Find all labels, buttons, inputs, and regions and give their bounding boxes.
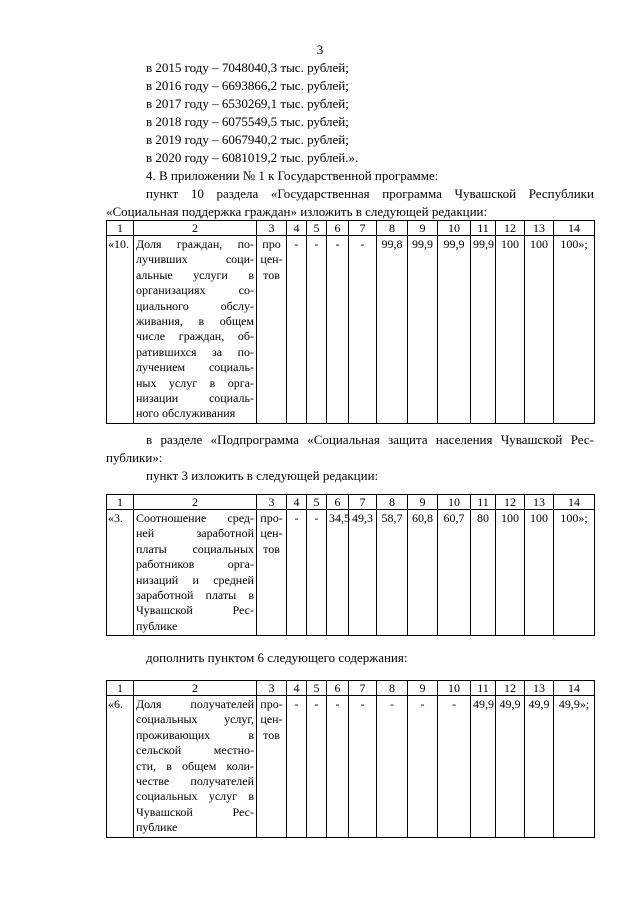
column-number: 3 (257, 221, 287, 236)
word: средней (213, 572, 254, 587)
word: Доля (136, 237, 162, 251)
funding-line: в 2017 году – 6530269,1 тыс. рублей; (146, 96, 349, 111)
word: орга- (227, 557, 254, 572)
value-cell: - (349, 696, 377, 838)
funding-line: в 2015 году – 7048040,3 тыс. рублей; (146, 60, 349, 75)
value-cell: 60,8 (408, 510, 438, 636)
word: лучивших (136, 252, 188, 267)
column-number: 1 (107, 681, 134, 696)
word: социаль- (208, 360, 254, 375)
indicator-description (134, 510, 257, 636)
funding-line: в 2018 году – 6075549,5 тыс. рублей; (146, 114, 349, 129)
item-number: «6. (107, 696, 134, 838)
table-header-row (107, 681, 595, 696)
unit-cell (257, 510, 287, 636)
word: по- (237, 344, 254, 359)
indicator-table-2 (106, 494, 595, 636)
paragraph-3: дополнить пунктом 6 следующего содержания: (146, 650, 408, 665)
value-cell: 49,3 (349, 510, 377, 636)
indicator-description (134, 696, 257, 838)
word: циального (136, 298, 189, 313)
column-number: 13 (525, 681, 554, 696)
word: 10 (190, 186, 204, 201)
value-cell: 100 (496, 236, 525, 424)
value-cell: 100 (525, 236, 554, 424)
word: услуг (168, 375, 198, 390)
column-number: 12 (496, 221, 525, 236)
value-cell: 34,5 (327, 510, 349, 636)
value-cell: - (377, 696, 408, 838)
word: Чувашской (454, 186, 517, 201)
word: услуг (208, 789, 238, 804)
column-number: 6 (327, 495, 349, 510)
table-row (107, 236, 595, 424)
word: организациях (136, 283, 206, 298)
word: в (248, 588, 254, 603)
funding-line: в 2019 году – 6067940,2 тыс. рублей; (146, 132, 349, 147)
word: и (192, 572, 199, 587)
word: по- (237, 237, 254, 251)
column-number: 5 (307, 221, 327, 236)
value-cell: - (327, 696, 349, 838)
column-number: 4 (287, 681, 307, 696)
column-number: 12 (496, 495, 525, 510)
word: орга- (227, 375, 254, 390)
unit-line: цен- (260, 252, 283, 267)
value-cell: 49,9»; (554, 696, 595, 838)
column-number: 14 (554, 681, 595, 696)
word: Рес- (570, 432, 594, 447)
column-number: 8 (377, 681, 408, 696)
page-number: 3 (316, 42, 324, 57)
value-cell: 100 (496, 510, 525, 636)
word: платы (205, 588, 237, 603)
unit-line: про- (260, 511, 283, 525)
value-cell: - (307, 236, 327, 424)
word: обслу- (220, 298, 254, 313)
word: коли- (226, 758, 254, 773)
value-cell: - (307, 510, 327, 636)
column-number: 9 (408, 495, 438, 510)
table-row (107, 696, 595, 838)
column-number: 3 (257, 681, 287, 696)
column-number: 4 (287, 221, 307, 236)
value-cell: 100»; (554, 510, 595, 636)
column-number: 8 (377, 221, 408, 236)
item-number: «10. (107, 236, 134, 424)
column-number: 2 (134, 495, 257, 510)
column-number: 2 (134, 221, 257, 236)
column-number: 3 (257, 495, 287, 510)
value-cell: 58,7 (377, 510, 408, 636)
unit-cell (257, 696, 287, 838)
value-cell: - (287, 236, 307, 424)
word: общем (182, 758, 217, 773)
word: заработной (196, 526, 254, 541)
word: «Государственная (270, 186, 370, 201)
word: за (212, 344, 223, 359)
word: платы (136, 541, 167, 556)
column-number: 7 (349, 221, 377, 236)
word: услуги (193, 267, 228, 282)
section-item-heading: 4. В приложении № 1 к Государственной программе: (146, 168, 439, 183)
value-cell: - (327, 236, 349, 424)
word: граждан, (176, 237, 223, 251)
column-number: 6 (327, 681, 349, 696)
word: ного обслуживания (136, 406, 236, 421)
column-number: 12 (496, 681, 525, 696)
word: в (166, 758, 172, 773)
unit-line: про (262, 237, 281, 251)
word: числе (136, 329, 166, 344)
word: социальных (136, 789, 198, 804)
word: социальных (136, 712, 198, 727)
word: Чувашской (500, 432, 563, 447)
word: «Подпрограмма (210, 432, 299, 447)
unit-line: цен- (260, 526, 283, 541)
word: Рес- (232, 603, 254, 618)
word: альные (136, 267, 173, 282)
paragraph-2-line-3: пункт 3 изложить в следующей редакции: (146, 468, 379, 483)
word: в (248, 267, 254, 282)
value-cell: 100 (525, 510, 554, 636)
word: соци- (225, 252, 254, 267)
word: программа (382, 186, 442, 201)
column-number: 10 (438, 681, 471, 696)
paragraph-2-line-1 (146, 432, 594, 448)
word: Чувашской (136, 804, 193, 819)
unit-line: тов (263, 267, 280, 282)
column-number: 11 (471, 681, 496, 696)
word: заработной (136, 588, 194, 603)
value-cell: 49,9 (525, 696, 554, 838)
unit-line: про- (260, 697, 283, 711)
word: со- (238, 283, 254, 298)
paragraph-1-line-1 (146, 186, 594, 202)
word: получателей (190, 774, 254, 789)
word: лучением (136, 360, 186, 375)
word: защита (388, 432, 428, 447)
value-cell: 60,7 (438, 510, 471, 636)
column-number: 1 (107, 495, 134, 510)
column-number: 1 (107, 221, 134, 236)
word: низаций (136, 572, 179, 587)
column-number: 9 (408, 221, 438, 236)
value-cell: - (408, 696, 438, 838)
value-cell: 99,9 (408, 236, 438, 424)
word: об- (237, 329, 254, 344)
word: в (248, 727, 254, 742)
funding-line: в 2020 году – 6081019,2 тыс. рублей.». (146, 150, 359, 165)
word: сти, (136, 758, 156, 773)
word: раздела (216, 186, 259, 201)
value-cell: - (438, 696, 471, 838)
word: публике (136, 820, 178, 835)
value-cell: 99,9 (471, 236, 496, 424)
word: услуг, (224, 712, 254, 727)
word: ных (136, 375, 157, 390)
word: социальных (192, 541, 254, 556)
value-cell: 80 (471, 510, 496, 636)
item-number: «3. (107, 510, 134, 636)
table-row (107, 510, 595, 636)
word: граждан, (178, 329, 225, 344)
column-number: 5 (307, 495, 327, 510)
column-number: 5 (307, 681, 327, 696)
word: ней (136, 526, 155, 541)
word: общем (219, 314, 254, 329)
column-number: 10 (438, 221, 471, 236)
unit-line: тов (263, 541, 280, 556)
funding-line: в 2016 году – 6693866,2 тыс. рублей; (146, 78, 349, 93)
column-number: 2 (134, 681, 257, 696)
value-cell: 100»; (554, 236, 595, 424)
column-number: 4 (287, 495, 307, 510)
word: пункт (146, 186, 179, 201)
value-cell: - (349, 236, 377, 424)
column-number: 11 (471, 221, 496, 236)
value-cell: 49,9 (496, 696, 525, 838)
value-cell: 99,9 (438, 236, 471, 424)
word: низации (136, 391, 179, 406)
word: публике (136, 618, 178, 633)
column-number: 7 (349, 495, 377, 510)
indicator-table-3 (106, 680, 595, 838)
word: населения (435, 432, 493, 447)
word: разделе (160, 432, 203, 447)
word: местно- (213, 743, 254, 758)
unit-line: цен- (260, 712, 283, 727)
table-header-row (107, 221, 595, 236)
word: Чувашской (136, 603, 193, 618)
column-number: 9 (408, 681, 438, 696)
column-number: 14 (554, 221, 595, 236)
word: Соотношение (136, 511, 207, 525)
word: в (248, 789, 254, 804)
column-number: 8 (377, 495, 408, 510)
value-cell: - (287, 510, 307, 636)
word: Доля (136, 697, 162, 711)
word: Республики (528, 186, 594, 201)
word: честве (136, 774, 170, 789)
paragraph-1-line-2: «Социальная поддержка граждан» изложить в следующей редакции: (106, 204, 488, 219)
word: проживающих (136, 727, 211, 742)
word: сред- (227, 511, 254, 525)
value-cell: 99,8 (377, 236, 408, 424)
paragraph-2-line-2: публики»: (106, 450, 163, 465)
word: получателей (190, 697, 254, 711)
word: социаль- (208, 391, 254, 406)
word: работников (136, 557, 195, 572)
word: ратившихся (136, 344, 197, 359)
table-header-row (107, 495, 595, 510)
unit-line: тов (263, 727, 280, 742)
column-number: 14 (554, 495, 595, 510)
value-cell: 49,9 (471, 696, 496, 838)
word: Рес- (232, 804, 254, 819)
word: живания, (136, 314, 183, 329)
column-number: 13 (525, 495, 554, 510)
column-number: 13 (525, 221, 554, 236)
value-cell: - (307, 696, 327, 838)
word: в (198, 314, 205, 329)
word: в (146, 432, 153, 447)
column-number: 7 (349, 681, 377, 696)
column-number: 10 (438, 495, 471, 510)
indicator-table-1 (106, 220, 595, 424)
unit-cell (257, 236, 287, 424)
word: в (209, 375, 216, 390)
word: сельской (136, 743, 182, 758)
value-cell: - (287, 696, 307, 838)
column-number: 6 (327, 221, 349, 236)
column-number: 11 (471, 495, 496, 510)
word: «Социальная (307, 432, 380, 447)
indicator-description (134, 236, 257, 424)
